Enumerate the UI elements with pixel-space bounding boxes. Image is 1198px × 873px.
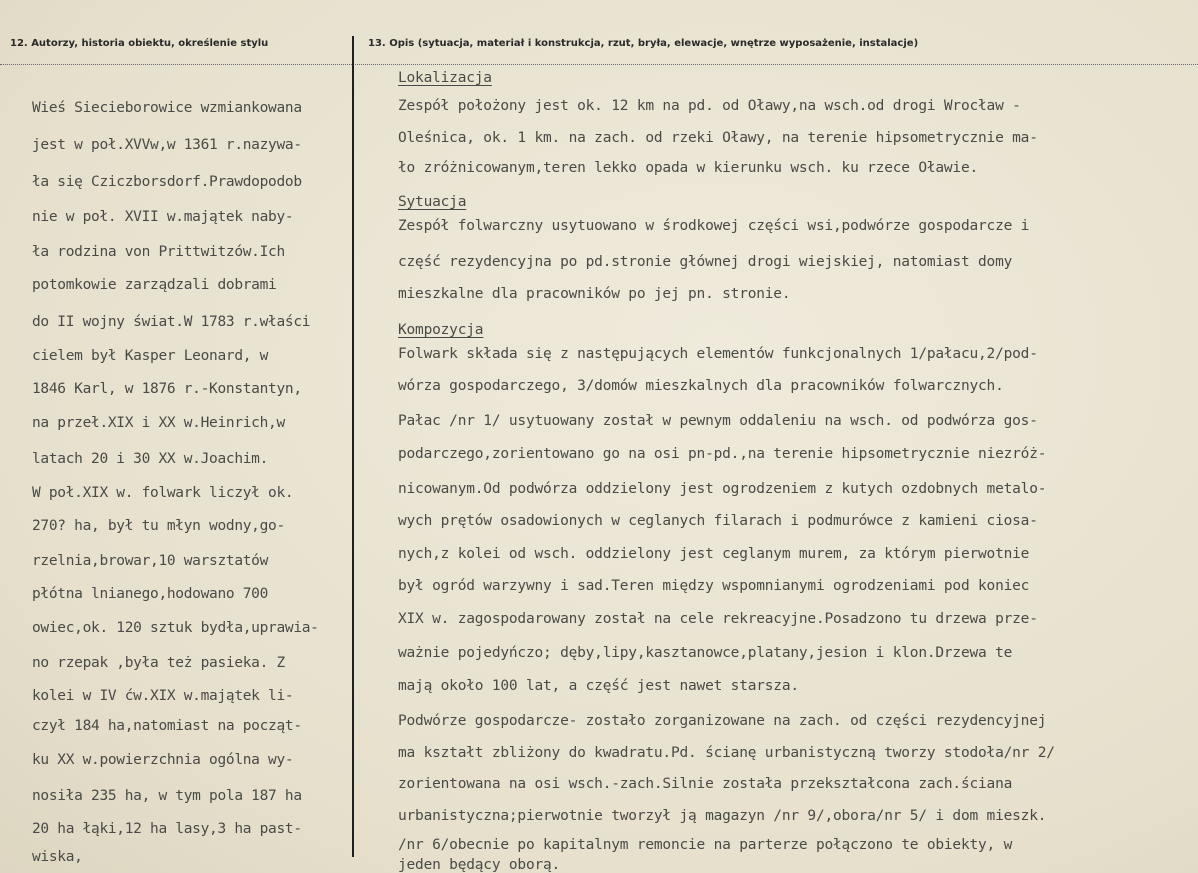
right-text-line: wórza gospodarczego, 3/domów mieszkalnych dla pracowników folwarcznych. (398, 378, 1004, 394)
right-text-line: mieszkalne dla pracowników po jej pn. stronie. (398, 286, 791, 302)
left-text-line: jest w poł.XVVw,w 1361 r.nazywa- (32, 137, 302, 153)
section-heading: Lokalizacja (398, 70, 492, 86)
left-text-line: latach 20 i 30 XX w.Joachim. (32, 451, 269, 467)
left-column-header: 12. Autorzy, historia obiektu, określenie stylu (10, 38, 269, 49)
right-text-line: część rezydencyjna po pd.stronie głównej drogi wiejskiej, natomiast domy (398, 254, 1013, 270)
left-text-line: nosiła 235 ha, w tym pola 187 ha (32, 788, 302, 804)
right-text-line: był ogród warzywny i sad.Teren między wspomnianymi ogrodzeniami pod koniec (398, 578, 1030, 594)
left-text-line: no rzepak ,była też pasieka. Z (32, 655, 285, 671)
left-text-line: czył 184 ha,natomiast na począt- (32, 718, 302, 734)
section-heading: Sytuacja (398, 194, 467, 210)
column-divider (352, 36, 354, 857)
left-text-line: 20 ha łąki,12 ha lasy,3 ha past- (32, 821, 302, 837)
left-text-line: potomkowie zarządzali dobrami (32, 277, 277, 293)
right-text-line: nicowanym.Od podwórza oddzielony jest ogrodzeniem z kutych ozdobnych metalo- (398, 481, 1047, 497)
right-text-line: mają około 100 lat, a część jest nawet starsza. (398, 678, 799, 694)
right-text-line: nych,z kolei od wsch. oddzielony jest ceglanym murem, za którym pierwotnie (398, 546, 1030, 562)
right-column-header: 13. Opis (sytuacja, materiał i konstrukcja, rzut, bryła, elewacje, wnętrze wyposażenie, instalacje) (368, 38, 919, 49)
left-text-line: ła się Cziczborsdorf.Prawdopodob (32, 174, 302, 190)
right-text-line: zorientowana na osi wsch.-zach.Silnie została przekształcona zach.ściana (398, 776, 1013, 792)
left-text-line: ku XX w.powierzchnia ogólna wy- (32, 752, 294, 768)
right-text-line: Zespół folwarczny usytuowano w środkowej części wsi,podwórze gospodarcze i (398, 218, 1030, 234)
left-text-line: rzelnia,browar,10 warsztatów (32, 553, 269, 569)
section-heading: Kompozycja (398, 322, 484, 338)
right-text-line: Oleśnica, ok. 1 km. na zach. od rzeki Oławy, na terenie hipsometrycznie ma- (398, 130, 1038, 146)
right-text-line: Zespół położony jest ok. 12 km na pd. od Oławy,na wsch.od drogi Wrocław - (398, 98, 1021, 114)
left-text-line: owiec,ok. 120 sztuk bydła,uprawia- (32, 620, 319, 636)
left-text-line: na przeł.XIX i XX w.Heinrich,w (32, 415, 285, 431)
right-text-line: podarczego,zorientowano go na osi pn-pd.,na terenie hipsometrycznie niezróż- (398, 446, 1047, 462)
right-text-line: ma kształt zbliżony do kwadratu.Pd. ścianę urbanistyczną tworzy stodoła/nr 2/ (398, 745, 1055, 761)
right-text-line: urbanistyczna;pierwotnie tworzył ją magazyn /nr 9/,obora/nr 5/ i dom mieszk. (398, 808, 1047, 824)
right-text-line: /nr 6/obecnie po kapitalnym remoncie na parterze połączono te obiekty, w (398, 837, 1013, 853)
right-text-line: wych prętów osadowionych w ceglanych filarach i podmurówce z kamieni ciosa- (398, 513, 1038, 529)
left-text-line: cielem był Kasper Leonard, w (32, 348, 269, 364)
left-text-line: 270? ha, był tu młyn wodny,go- (32, 518, 285, 534)
right-text-line: ło zróżnicowanym,teren lekko opada w kierunku wsch. ku rzece Oławie. (398, 160, 979, 176)
right-text-line: ważnie pojedyńczo; dęby,lipy,kasztanowce,platany,jesion i klon.Drzewa te (398, 645, 1013, 661)
header-divider (0, 64, 1198, 65)
left-text-line: płótna lnianego,hodowano 700 (32, 586, 269, 602)
left-text-line: wiska, (32, 849, 83, 865)
right-text-line: XIX w. zagospodarowany został na cele rekreacyjne.Posadzono tu drzewa prze- (398, 611, 1038, 627)
right-text-line: Folwark składa się z następujących elementów funkcjonalnych 1/pałacu,2/pod- (398, 346, 1038, 362)
left-text-line: ła rodzina von Prittwitzów.Ich (32, 244, 285, 260)
right-text-line: Pałac /nr 1/ usytuowany został w pewnym oddaleniu na wsch. od podwórza gos- (398, 413, 1038, 429)
right-text-line: jeden będący oborą. (398, 857, 561, 873)
left-text-line: kolei w IV ćw.XIX w.majątek li- (32, 688, 294, 704)
left-text-line: Wieś Siecieborowice wzmiankowana (32, 100, 302, 116)
left-text-line: do II wojny świat.W 1783 r.właści (32, 314, 311, 330)
left-text-line: W poł.XIX w. folwark liczył ok. (32, 485, 294, 501)
left-text-line: nie w poł. XVII w.majątek naby- (32, 209, 294, 225)
right-text-line: Podwórze gospodarcze- zostało zorganizowane na zach. od części rezydencyjnej (398, 713, 1047, 729)
left-text-line: 1846 Karl, w 1876 r.-Konstantyn, (32, 381, 302, 397)
